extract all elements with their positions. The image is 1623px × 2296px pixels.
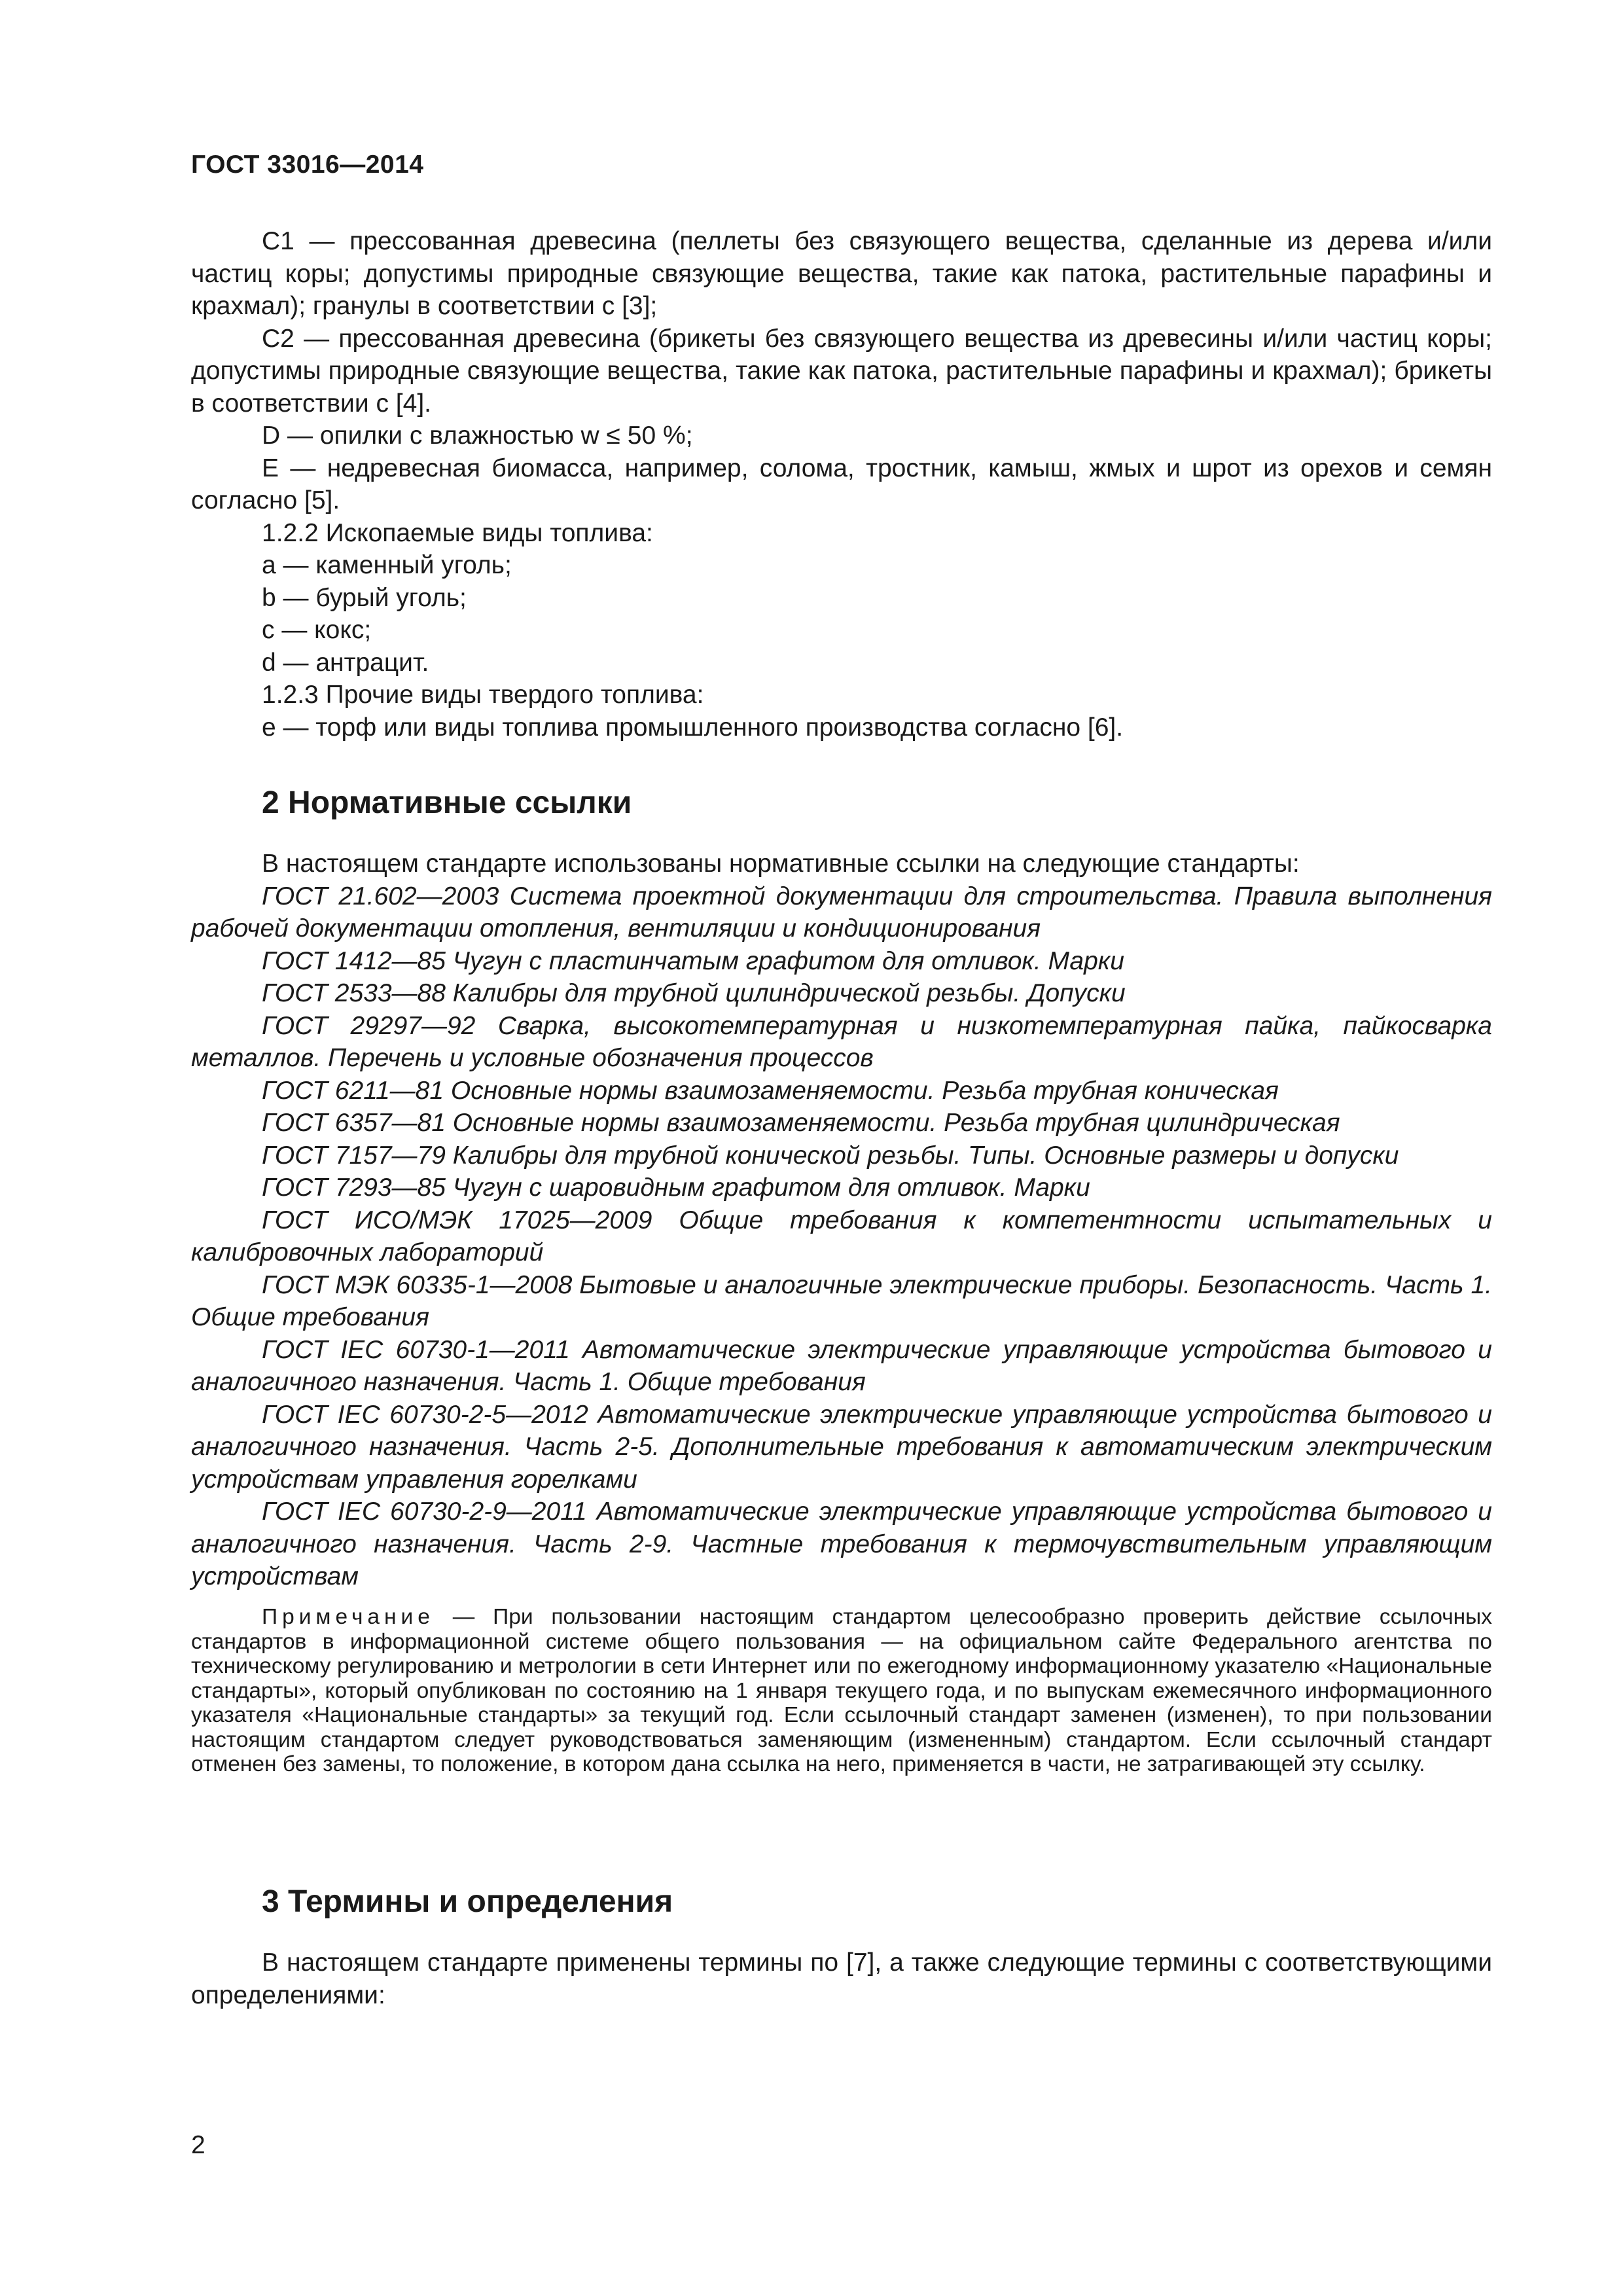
note-text: — При пользовании настоящим стандартом целесообразно проверить действие ссылочных стандартов в информационной системе общего пользования — на официальном сайте Федерального агентства по техническому регулированию и метрологии в сети Интернет или по ежегодному информационному указателю «Национальные стандарты», который опубликован по состоянию на 1 января текущего года, и по выпускам ежемесячного информационного указателя «Национальные стандарты» за текущий год. Если ссылочный стандарт заменен (изменен), то при пользовании настоящим стандартом следует руководствоваться заменяющим (измененным) стандартом. Если ссылочный стандарт отменен без замены, то положение, в котором дана ссылка на него, применяется в части, не затрагивающей эту ссылку.	[191, 1605, 1492, 1776]
section1-body	[191, 225, 1492, 744]
list-item-a: а — каменный уголь;	[262, 551, 512, 579]
reference-item: ГОСТ 6357—81 Основные нормы взаимозаменяемости. Резьба трубная цилиндрическая	[262, 1109, 1340, 1137]
reference-item: ГОСТ 21.602—2003 Система проектной документации для строительства. Правила выполнения рабочей документации отопления, вентиляции и кондиционирования	[191, 882, 1492, 942]
reference-list	[191, 880, 1492, 1593]
paragraph-1-2-2: 1.2.2 Ископаемые виды топлива:	[262, 518, 653, 547]
reference-item: ГОСТ IEC 60730-1—2011 Автоматические электрические управляющие устройства бытового и аналогичного назначения. Часть 1. Общие требования	[191, 1335, 1492, 1396]
list-item-d: d — антрацит.	[262, 648, 429, 677]
note-block	[191, 1605, 1492, 1777]
section3-intro: В настоящем стандарте применены термины по [7], а также следующие термины с соответствующими определениями:	[191, 1948, 1492, 2009]
paragraph-c1: С1 — прессованная древесина (пеллеты без связующего вещества, сделанные из дерева и/или частиц коры; допустимы природные связующие вещества, такие как патока, растительные парафины и крахмал); гранулы в соответствии с [3];	[191, 227, 1492, 320]
reference-item: ГОСТ IEC 60730-2-5—2012 Автоматические электрические управляющие устройства бытового и аналогичного назначения. Часть 2-5. Дополнительные требования к автоматическим электрическим устройствам управления горелками	[191, 1400, 1492, 1494]
list-item-e: е — торф или виды топлива промышленного производства согласно [6].	[262, 713, 1124, 742]
note-label: Примечание	[262, 1605, 435, 1629]
reference-item: ГОСТ IEC 60730-2-9—2011 Автоматические электрические управляющие устройства бытового и аналогичного назначения. Часть 2-9. Частные требования к термочувствительным управляющим устройствам	[191, 1498, 1492, 1590]
paragraph-e: Е — недревесная биомасса, например, солома, тростник, камыш, жмых и шрот из орехов и семян согласно [5].	[191, 454, 1492, 514]
list-item-b: b — бурый уголь;	[262, 583, 467, 612]
section2-intro: В настоящем стандарте использованы нормативные ссылки на следующие стандарты:	[262, 850, 1300, 878]
page-number: 2	[191, 2131, 205, 2159]
section3-heading-block	[191, 1882, 1492, 1922]
paragraph-c2: С2 — прессованная древесина (брикеты без связующего вещества из древесины и/или частиц коры; допустимы природные связующие вещества, такие как патока, растительные парафины и крахмал); брикеты в соответствии с [4].	[191, 324, 1492, 418]
reference-item: ГОСТ 2533—88 Калибры для трубной цилиндрической резьбы. Допуски	[262, 979, 1126, 1007]
section2-body	[191, 848, 1492, 1593]
reference-item: ГОСТ ИСО/МЭК 17025—2009 Общие требования к компетентности испытательных и калибровочных лабораторий	[191, 1206, 1492, 1266]
list-item-c: с — кокс;	[262, 616, 372, 644]
reference-item: ГОСТ 29297—92 Сварка, высокотемпературная и низкотемпературная пайка, пайкосварка металлов. Перечень и условные обозначения процессов	[191, 1011, 1492, 1072]
note-paragraph	[191, 1605, 1492, 1777]
paragraph-d: D — опилки с влажностью w ≤ 50 %;	[262, 422, 693, 450]
reference-item: ГОСТ 6211—81 Основные нормы взаимозаменяемости. Резьба трубная коническая	[262, 1076, 1279, 1105]
document-header: ГОСТ 33016—2014	[191, 151, 424, 179]
reference-item: ГОСТ 7157—79 Калибры для трубной конической резьбы. Типы. Основные размеры и допуски	[262, 1141, 1399, 1170]
reference-item: ГОСТ 7293—85 Чугун с шаровидным графитом для отливок. Марки	[262, 1174, 1090, 1202]
section2-title: 2 Нормативные ссылки	[262, 785, 632, 820]
reference-item: ГОСТ 1412—85 Чугун с пластинчатым графитом для отливок. Марки	[262, 946, 1124, 975]
section3-title: 3 Термины и определения	[262, 1884, 673, 1919]
section2-heading-block	[191, 783, 1492, 823]
reference-item: ГОСТ МЭК 60335-1—2008 Бытовые и аналогичные электрические приборы. Безопасность. Часть 1. Общие требования	[191, 1270, 1492, 1331]
paragraph-1-2-3: 1.2.3 Прочие виды твердого топлива:	[262, 681, 704, 709]
section3-body	[191, 1946, 1492, 2011]
